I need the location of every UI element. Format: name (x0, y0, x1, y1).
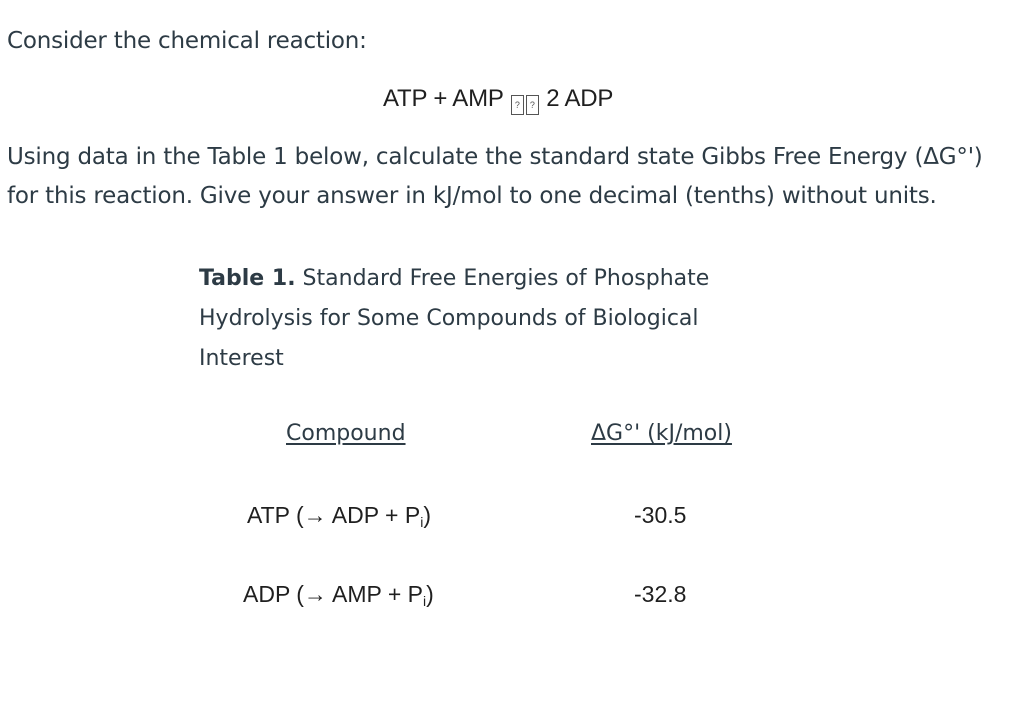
compound-name: ADP (→ AMP + P (243, 581, 424, 607)
reaction-reactants: ATP + AMP (383, 85, 504, 112)
compound-subscript: i (420, 514, 424, 530)
column-header-delta-g: ΔG°' (kJ/mol) (591, 421, 732, 446)
question-line-1: Using data in the Table 1 below, calculate the standard state Gibbs Free Energy (ΔG°') (7, 144, 983, 170)
missing-glyph-icon: ? (526, 95, 539, 115)
table-row-compound (243, 581, 434, 609)
compound-subscript: i (423, 593, 427, 609)
table-row-compound (247, 502, 431, 530)
missing-glyph-icon: ? (511, 95, 524, 115)
column-header-compound: Compound (286, 421, 406, 446)
compound-close: ) (423, 502, 432, 528)
compound-close: ) (426, 581, 434, 607)
table-row-value: -30.5 (634, 502, 687, 528)
table-caption-label: Table 1. (199, 266, 296, 291)
table-caption (199, 259, 759, 379)
reaction-equation (383, 85, 613, 115)
table-caption-text: Standard Free Energies of Phosphate Hydrolysis for Some Compounds of Biological Interest (199, 266, 710, 371)
table-row-value: -32.8 (634, 581, 687, 607)
reaction-products: 2 ADP (546, 85, 614, 112)
intro-text: Consider the chemical reaction: (7, 28, 367, 54)
question-line-2: for this reaction. Give your answer in kJ/mol to one decimal (tenths) without units. (7, 183, 937, 209)
compound-name: ATP (→ ADP + P (247, 502, 421, 528)
